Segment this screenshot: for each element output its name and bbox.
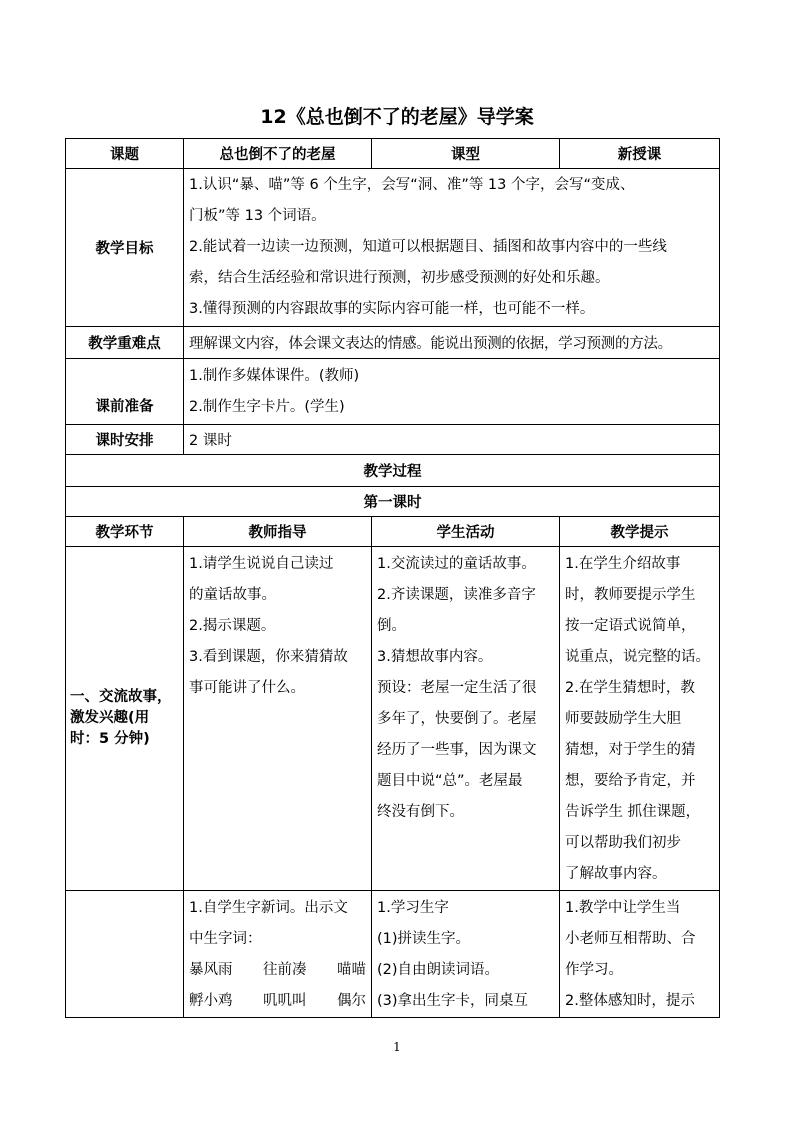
student-line: 题目中说“总”。老屋最 [377,773,523,789]
stage2-teacher-guidance [184,891,372,1018]
preparation-content [184,359,720,425]
tip-line: 告诉学生 抓住课题， [565,804,701,820]
stage1-row [66,547,720,891]
stage1-label [66,547,184,891]
tip-line: 1.教学中让学生当 [565,900,681,916]
column-header-student: 学生活动 [372,517,560,547]
column-header-row [66,517,720,547]
student-line: 终没有倒下。 [377,804,464,820]
teacher-line: 1.自学生字新词。出示文 [189,900,348,916]
key-points-text: 理解课文内容，体会课文表达的情感。能说出预测的依据，学习预测的方法。 [184,327,720,359]
stage1-label-line: 一、交流故事， [70,689,172,705]
schedule-value: 2 课时 [184,425,720,455]
tip-line: 说重点，说完整的话。 [565,649,710,665]
teacher-line: 的童话故事。 [189,587,276,603]
vocab-word: 孵小鸡 [189,993,233,1009]
stage1-teacher-guidance [184,547,372,891]
tip-line: 作学习。 [565,962,623,978]
objectives-content [184,169,720,327]
stage1-teaching-tips [560,547,720,891]
preparation-label: 课前准备 [66,359,184,425]
column-header-stage: 教学环节 [66,517,184,547]
vocab-row [189,986,366,1017]
objective-line: 3.懂得预测的内容跟故事的实际内容可能一样，也可能不一样。 [189,301,595,317]
tip-line: 2.整体感知时，提示 [565,993,695,1009]
preparation-line: 2.制作生字卡片。(学生) [189,398,345,415]
objective-line: 1.认识“暴、喵”等 6 个生字，会写“洞、准”等 13 个字，会写“变成、 [189,177,635,193]
tip-line: 1.在学生介绍故事 [565,556,681,572]
vocab-word: 偶尔 [337,993,366,1009]
tip-line: 可以帮助我们初步 [565,835,681,851]
preparation-row [66,359,720,425]
vocab-word: 叽叽叫 [263,993,307,1009]
student-line: 经历了一些事，因为课文 [377,742,537,758]
teacher-line: 1.请学生说说自己读过 [189,556,334,572]
tip-line: 按一定语式说简单， [565,618,696,634]
column-header-teacher: 教师指导 [184,517,372,547]
tip-line: 小老师互相帮助、合 [565,931,696,947]
tip-line: 猜想，对于学生的猜 [565,742,696,758]
stage2-row [66,891,720,1018]
lesson-title: 第一课时 [66,487,720,517]
tip-line: 想，要给予肯定，并 [565,773,696,789]
student-line: 2.齐读课题，读准多音字 [377,587,536,603]
student-line: 预设：老屋一定生活了很 [377,680,537,696]
header-row [66,139,720,169]
column-header-tips: 教学提示 [560,517,720,547]
student-line: (3)拿出生字卡，同桌互 [377,993,529,1009]
stage2-label [66,891,184,1018]
stage1-label-line: 时：5 分钟) [70,731,150,747]
lesson-title-row [66,487,720,517]
process-title: 教学过程 [66,455,720,487]
page-number: 1 [393,1040,401,1054]
tip-line: 师要鼓励学生大胆 [565,711,681,727]
vocab-word: 往前凑 [263,962,307,978]
schedule-label: 课时安排 [66,425,184,455]
tip-line: 了解故事内容。 [565,866,667,882]
objectives-label: 教学目标 [66,169,184,327]
objective-line: 门板”等 13 个词语。 [189,208,326,224]
topic-label: 课题 [66,139,184,169]
preparation-line: 1.制作多媒体课件。(教师) [189,367,360,384]
schedule-row [66,425,720,455]
teacher-line: 2.揭示课题。 [189,618,276,634]
type-value: 新授课 [560,139,720,169]
stage1-label-line: 激发兴趣(用 [70,710,150,726]
stage2-teaching-tips [560,891,720,1018]
vocab-row [189,955,366,986]
objectives-row [66,169,720,327]
student-line: 倒。 [377,618,406,634]
stage2-student-activity [372,891,560,1018]
tip-line: 时，教师要提示学生 [565,587,696,603]
document-title: 12《总也倒不了的老屋》导学案 [260,106,534,128]
process-title-row [66,455,720,487]
teacher-line: 中生字词： [189,931,262,947]
topic-value: 总也倒不了的老屋 [184,139,372,169]
vocab-word: 暴风雨 [189,962,233,978]
lesson-plan-table [65,138,720,1018]
stage1-student-activity [372,547,560,891]
objective-line: 2.能试着一边读一边预测，知道可以根据题目、插图和故事内容中的一些线 [189,239,667,255]
type-label: 课型 [372,139,560,169]
student-line: (2)自由朗读词语。 [377,962,500,978]
key-points-row [66,327,720,359]
teacher-line: 事可能讲了什么。 [189,680,305,696]
student-line: 1.交流读过的童话故事。 [377,556,536,572]
student-line: (1)拼读生字。 [377,931,471,947]
student-line: 3.猜想故事内容。 [377,649,493,665]
key-points-label: 教学重难点 [66,327,184,359]
teacher-line: 3.看到课题，你来猜猜故 [189,649,348,665]
objective-line: 索，结合生活经验和常识进行预测，初步感受预测的好处和乐趣。 [189,270,610,286]
vocab-word: 喵喵 [337,962,366,978]
tip-line: 2.在学生猜想时，教 [565,680,695,696]
student-line: 多年了，快要倒了。老屋 [377,711,537,727]
student-line: 1.学习生字 [377,900,449,916]
